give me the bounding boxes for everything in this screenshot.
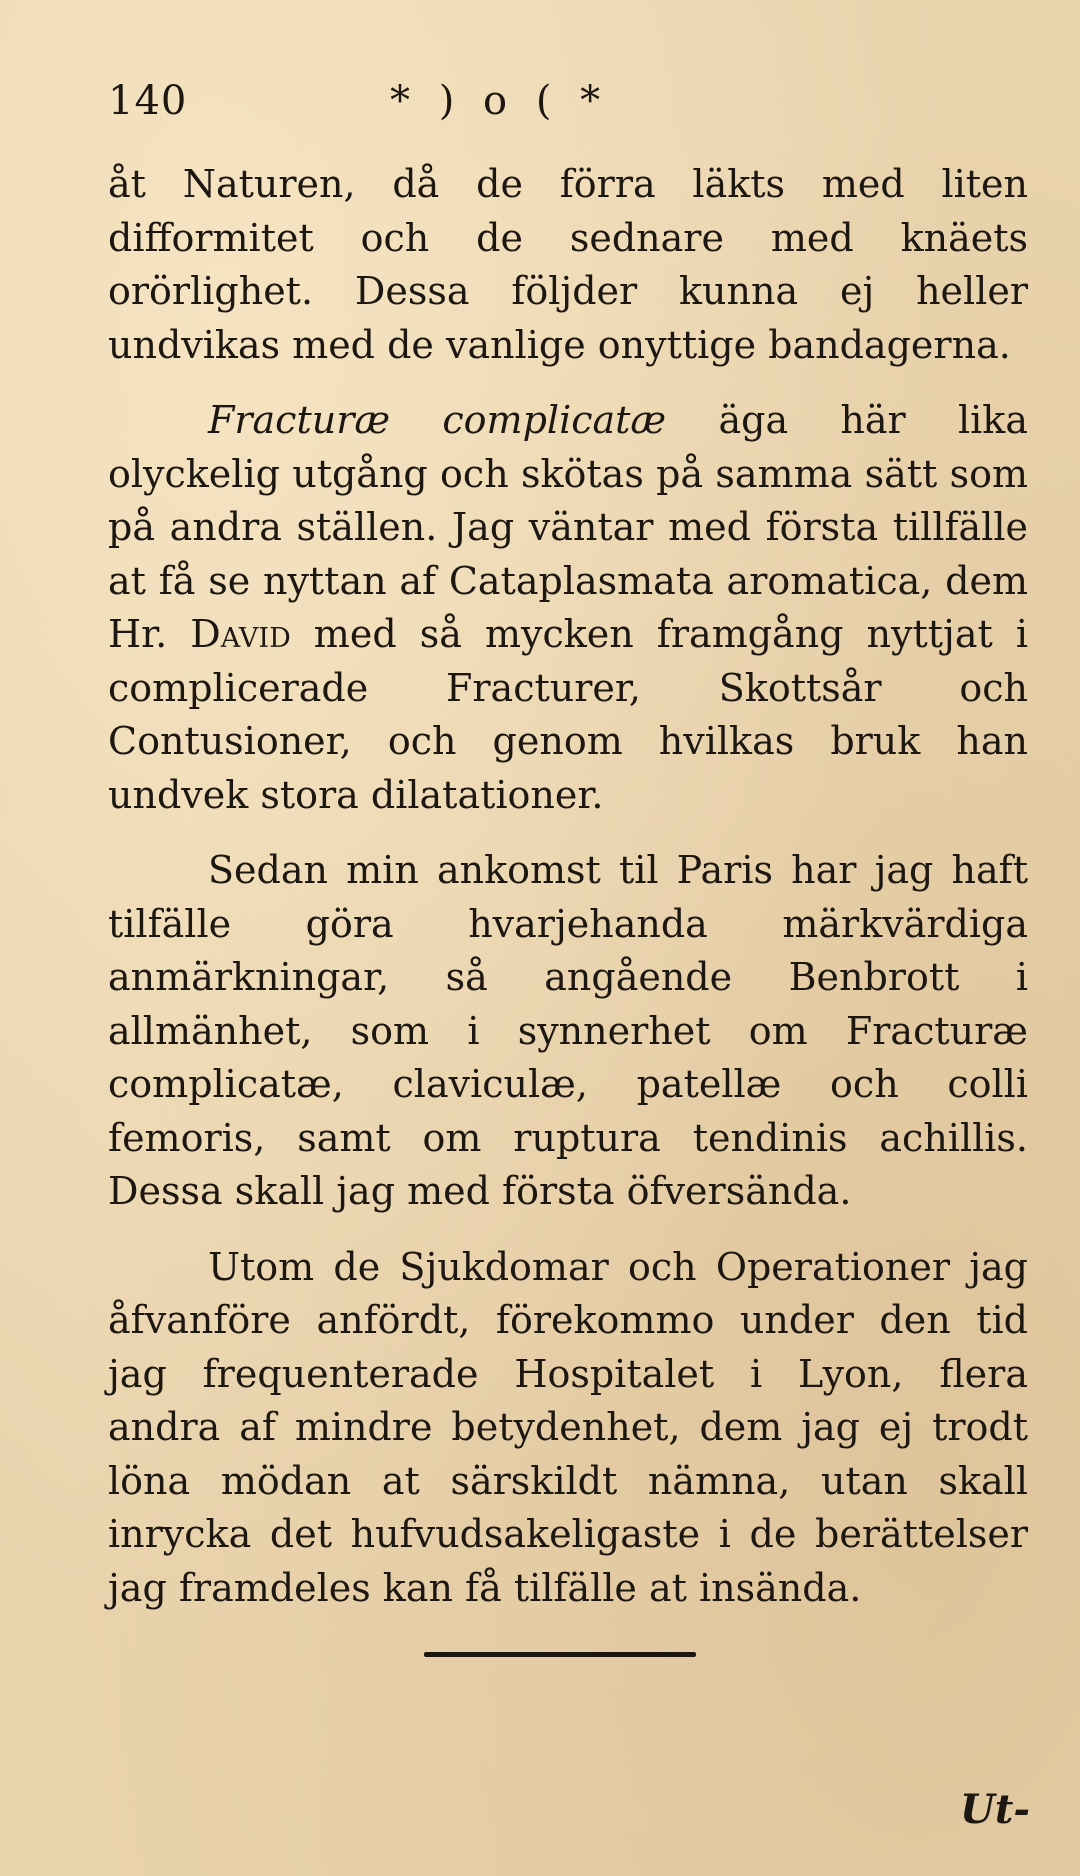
paragraph-3-text: Sedan min ankomst til Paris har jag haft tilfälle göra hvarjehanda märkvärdiga anmärkningar, så angående Benbrott i allmänhet, som i synnerhet om Fracturæ complicatæ, claviculæ, patellæ och colli femoris, samt om ruptura tendinis achillis. Dessa skall jag med första öfversända.: [108, 848, 1028, 1213]
paragraph-2-lead: Fracturæ complicatæ: [208, 398, 667, 442]
page-number: 140: [108, 78, 188, 124]
paragraph-1-text: åt Naturen, då de förra läkts med liten difformitet och de sednare med knäets orörlighet. Dessa följder kunna ej heller undvikas med de vanlige onyttige bandagerna.: [108, 162, 1028, 367]
paragraph-2-name: David: [190, 612, 291, 656]
catchword: Ut-: [960, 1786, 1030, 1833]
paragraph-2-text-b: med så mycken framgång nyttjat i complicerade Fracturer, Skottsår och Contusioner, och genom hvilkas bruk han undvek stora dilatationer.: [108, 612, 1028, 817]
body-text: [108, 158, 1028, 1637]
paragraph-2-text-a: äga här lika olyckelig utgång och skötas på samma sätt som på andra ställen. Jag väntar med första tillfälle at få se nyttan af Cataplasmata aromatica, dem Hr.: [108, 398, 1028, 656]
paragraph-3: [108, 844, 1028, 1219]
paragraph-4: [108, 1241, 1028, 1616]
section-rule: [424, 1652, 696, 1657]
header-ornament: * ) o ( *: [390, 78, 609, 124]
paragraph-2: [108, 394, 1028, 822]
paragraph-1: [108, 158, 1028, 372]
running-header: [108, 78, 928, 138]
paragraph-4-text: Utom de Sjukdomar och Operationer jag åfvanföre anfördt, förekommo under den tid jag frequenterade Hospitalet i Lyon, flera andra af mindre betydenhet, dem jag ej trodt löna mödan at särskildt nämna, utan skall inrycka det hufvudsakeligaste i de berättelser jag framdeles kan få tilfälle at insända.: [108, 1244, 1028, 1610]
